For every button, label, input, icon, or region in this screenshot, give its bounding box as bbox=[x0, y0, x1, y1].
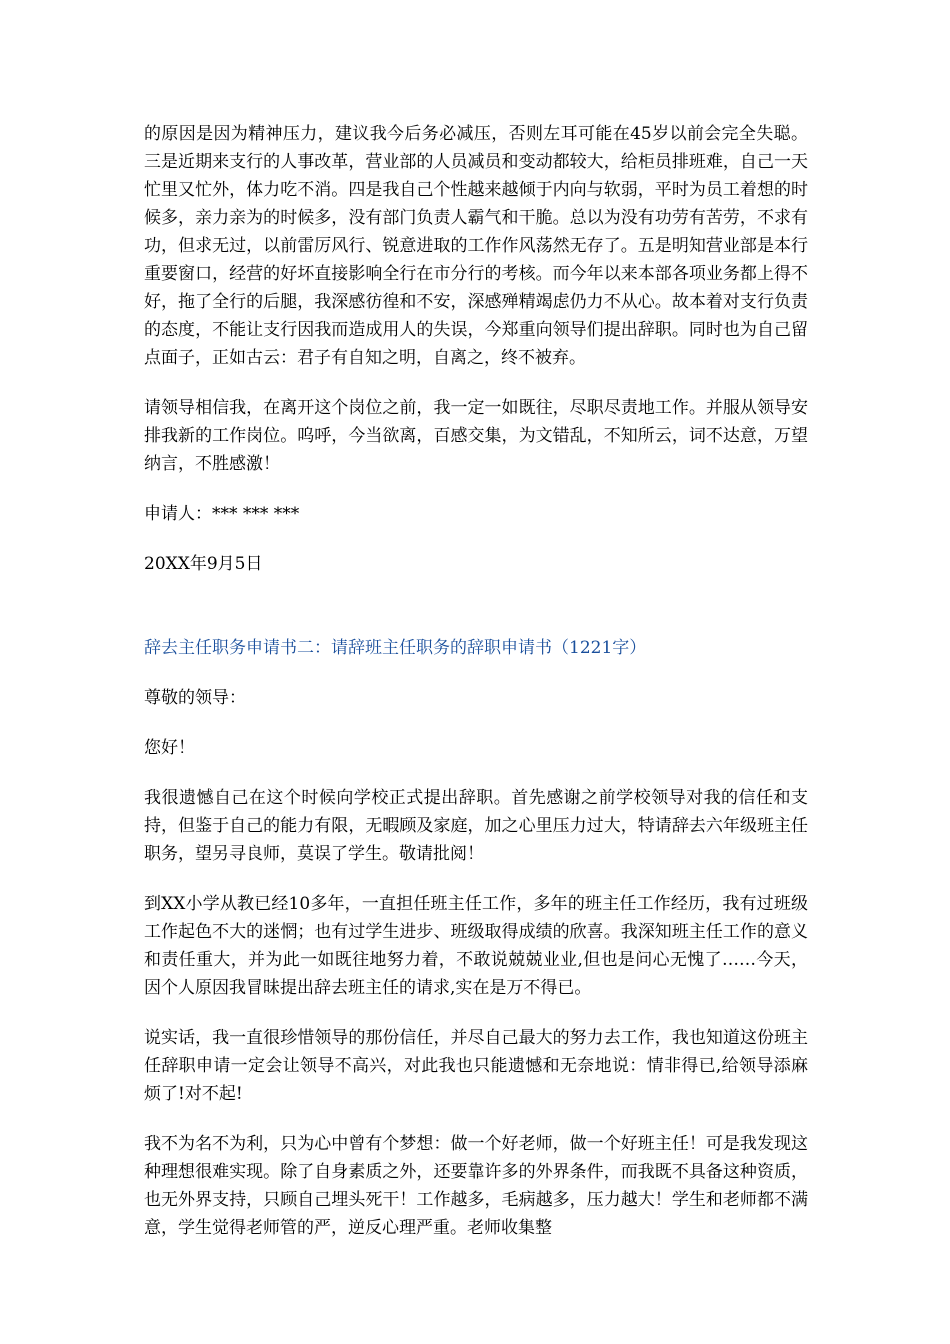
greeting: 您好！ bbox=[144, 738, 195, 758]
date-line: 20XX年9月5日 bbox=[144, 554, 263, 574]
salutation: 尊敬的领导： bbox=[144, 688, 246, 708]
section-heading[interactable] bbox=[144, 634, 808, 662]
word-count: （1221字） bbox=[552, 638, 647, 658]
paragraph-dream: 我不为名不为利，只为心中曾有个梦想：做一个好老师，做一个好班主任！可是我发现这种理想很难实现。除了自身素质之外，还要靠许多的外界条件，而我既不具备这种资质，也无外界支持，只顾自己埋头死干！工作越多，毛病越多，压力越大！学生和老师都不满意，学生觉得老师管的严，逆反心理严重。老师收集整 bbox=[144, 1134, 808, 1238]
paragraph-commitment: 请领导相信我，在离开这个岗位之前，我一定一如既往，尽职尽责地工作。并服从领导安排我新的工作岗位。呜呼，今当欲离，百感交集，为文错乱，不知所云，词不达意，万望纳言，不胜感激！ bbox=[144, 398, 808, 474]
paragraph-apology: 说实话，我一直很珍惜领导的那份信任，并尽自己最大的努力去工作，我也知道这份班主任辞职申请一定会让领导不高兴，对此我也只能遗憾和无奈地说：情非得已,给领导添麻烦了!对不起! bbox=[144, 1028, 808, 1104]
section-heading-title: 辞去主任职务申请书二：请辞班主任职务的辞职申请书 bbox=[144, 638, 552, 658]
paragraph-reasons: 的原因是因为精神压力，建议我今后务必减压，否则左耳可能在45岁以前会完全失聪。三是近期来支行的人事改革，营业部的人员减员和变动都较大，给柜员排班难，自己一天忙里又忙外，体力吃不消。四是我自己个性越来越倾于内向与软弱，平时为员工着想的时候多，亲力亲为的时候多，没有部门负责人霸气和干脆。总以为没有功劳有苦劳，不求有功，但求无过，以前雷厉风行、锐意进取的工作作风荡然无存了。五是明知营业部是本行重要窗口，经营的好坏直接影响全行在市分行的考核。而今年以来本部各项业务都上得不好，拖了全行的后腿，我深感彷徨和不安，深感殚精竭虑仍力不从心。故本着对支行负责的态度，不能让支行因我而造成用人的失误，今郑重向领导们提出辞职。同时也为自己留点面子，正如古云：君子有自知之明，自离之，终不被弃。 bbox=[144, 124, 808, 368]
paragraph-experience: 到XX小学从教已经10多年，一直担任班主任工作，多年的班主任工作经历，我有过班级工作起色不大的迷惘；也有过学生进步、班级取得成绩的欣喜。我深知班主任工作的意义和责任重大，并为此一如既往地努力着，不敢说兢兢业业,但也是问心无愧了……今天，因个人原因我冒昧提出辞去班主任的请求,实在是万不得已。 bbox=[144, 894, 808, 998]
applicant-line: 申请人：*** *** *** bbox=[144, 504, 300, 524]
document-page bbox=[144, 120, 808, 1264]
paragraph-resignation: 我很遗憾自己在这个时候向学校正式提出辞职。首先感谢之前学校领导对我的信任和支持，但鉴于自己的能力有限，无暇顾及家庭，加之心里压力过大，特请辞去六年级班主任职务，望另寻良师，莫误了学生。敬请批阅！ bbox=[144, 788, 808, 864]
